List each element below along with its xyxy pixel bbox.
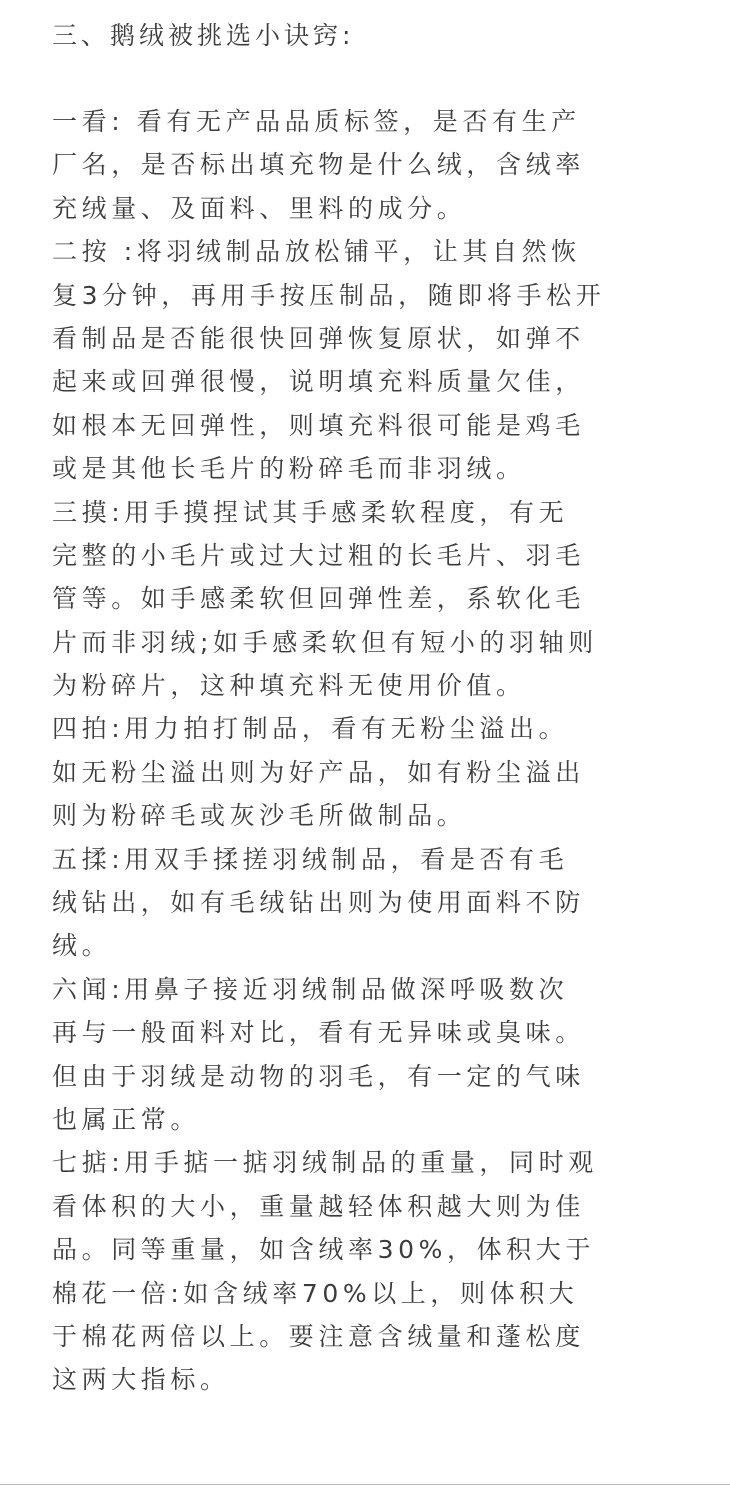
section-heading: 三、鹅绒被挑选小诀窍: — [52, 21, 355, 50]
text-line: 七掂:用手掂一掂羽绒制品的重量，同时观 — [52, 1148, 598, 1178]
blank-line — [52, 57, 692, 100]
text-line: 四拍:用力拍打制品，看有无粉尘溢出。 — [52, 714, 569, 744]
text-line: 绒。 — [52, 931, 112, 961]
text-line: 完整的小毛片或过大过粗的长毛片、羽毛 — [52, 540, 585, 570]
bottom-divider — [0, 1484, 730, 1485]
text-line: 这两大指标。 — [52, 1365, 230, 1395]
text-line: 绒钻出，如有毛绒钻出则为使用面料不防 — [52, 888, 585, 918]
text-line: 三摸:用手摸捏试其手感柔软程度，有无 — [52, 497, 569, 527]
text-line: 如无粉尘溢出则为好产品，如有粉尘溢出 — [52, 757, 585, 787]
text-line: 充绒量、及面料、里料的成分。 — [52, 193, 467, 223]
text-line: 为粉碎片，这种填充料无使用价值。 — [52, 671, 526, 701]
text-line: 片而非羽绒;如手感柔软但有短小的羽轴则 — [52, 627, 598, 657]
text-line: 棉花一倍:如含绒率70%以上，则体积大 — [52, 1278, 579, 1308]
text-line: 一看: 看有无产品品质标签，是否有生产 — [52, 107, 581, 136]
text-line: 六闻:用鼻子接近羽绒制品做深呼吸数次 — [52, 974, 569, 1004]
text-line: 品。同等重量，如含绒率30%，体积大于 — [52, 1235, 595, 1265]
text-line: 五揉:用双手揉搓羽绒制品，看是否有毛 — [52, 844, 569, 874]
text-line: 或是其他长毛片的粉碎毛而非羽绒。 — [52, 454, 526, 484]
text-line: 复3分钟，再用手按压制品，随即将手松开 — [52, 280, 606, 310]
text-line: 看体积的大小，重量越轻体积越大则为佳 — [52, 1191, 585, 1221]
text-line: 管等。如手感柔软但回弹性差，系软化毛 — [52, 584, 585, 614]
text-line: 二按 :将羽绒制品放松铺平，让其自然恢 — [52, 237, 581, 267]
text-line: 起来或回弹很慢，说明填充料质量欠佳， — [52, 367, 585, 397]
text-line: 如根本无回弹性，则填充料很可能是鸡毛 — [52, 410, 585, 440]
article-body — [52, 14, 692, 1402]
text-line: 厂名，是否标出填充物是什么绒，含绒率 — [52, 150, 585, 180]
text-line: 则为粉碎毛或灰沙毛所做制品。 — [52, 801, 467, 831]
text-line: 看制品是否能很快回弹恢复原状，如弹不 — [52, 323, 585, 353]
text-line: 再与一般面料对比，看有无异味或臭味。 — [52, 1018, 585, 1048]
text-line: 但由于羽绒是动物的羽毛，有一定的气味 — [52, 1061, 585, 1091]
text-line: 于棉花两倍以上。要注意含绒量和蓬松度 — [52, 1321, 585, 1351]
text-line: 也属正常。 — [52, 1104, 201, 1134]
